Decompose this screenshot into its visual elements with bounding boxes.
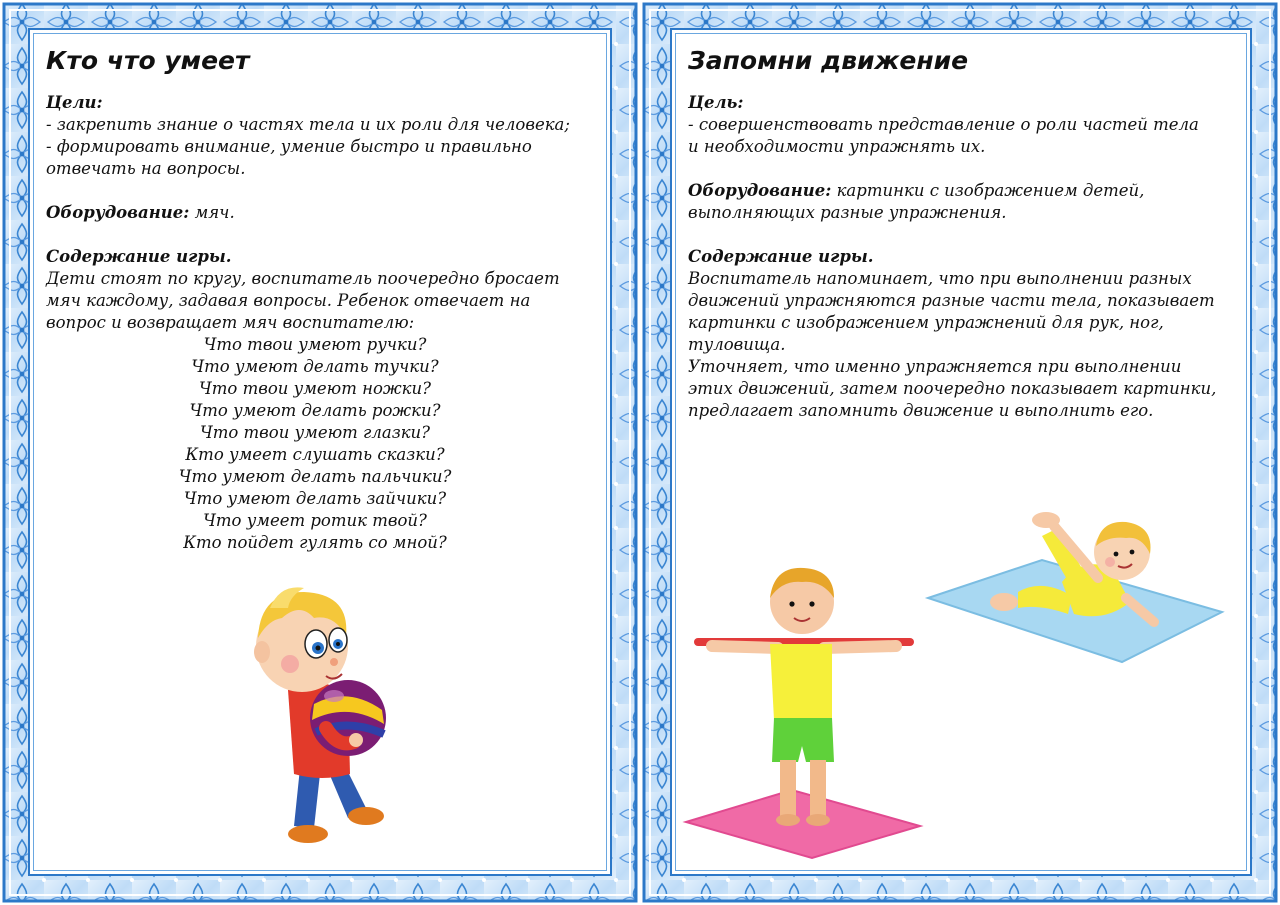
content-label: Содержание игры. <box>688 247 874 266</box>
content-line: вопрос и возвращает мяч воспитателю: <box>46 313 415 332</box>
equipment-section <box>688 180 1234 224</box>
right-text-panel <box>670 28 1252 876</box>
poem-line: Что умеют делать пальчики? <box>178 467 452 486</box>
poem-line: Что твои умеют ножки? <box>199 379 431 398</box>
left-text-panel <box>28 28 612 876</box>
goal-line: и необходимости упражнять их. <box>688 137 986 156</box>
equipment-value: мяч. <box>189 203 235 222</box>
game-content-section <box>46 246 594 554</box>
poem-line: Кто пойдет гулять со мной? <box>183 533 447 552</box>
goals-label: Цели: <box>46 93 103 112</box>
boy-with-stick-illustration <box>682 550 932 860</box>
content-line: Воспитатель напоминает, что при выполнении разных <box>688 269 1192 288</box>
equipment-section <box>46 202 594 224</box>
boy-with-ball-illustration <box>230 578 400 858</box>
poem <box>36 334 594 554</box>
poem-line: Что твои умеют ручки? <box>203 335 427 354</box>
game-content-section <box>688 246 1234 422</box>
goal-line: - формировать внимание, умение быстро и правильно <box>46 137 532 156</box>
goal-line: - закрепить знание о частях тела и их роли для человека; <box>46 115 570 134</box>
content-line: мяч каждому, задавая вопросы. Ребенок отвечает на <box>46 291 531 310</box>
poem-line: Что умеют делать зайчики? <box>183 489 447 508</box>
content-line: предлагает запомнить движение и выполнить его. <box>688 401 1154 420</box>
right-card <box>640 0 1280 905</box>
poem-line: Что умеют делать тучки? <box>191 357 439 376</box>
poem-line: Что твои умеют глазки? <box>199 423 431 442</box>
content-label: Содержание игры. <box>46 247 232 266</box>
goal-line: - совершенствовать представление о роли частей тела <box>688 115 1199 134</box>
content-line: туловища. <box>688 335 786 354</box>
poem-line: Что умеет ротик твой? <box>203 511 427 530</box>
goal-line: отвечать на вопросы. <box>46 159 246 178</box>
poem-line: Кто умеет слушать сказки? <box>185 445 445 464</box>
right-card-title: Запомни движение <box>688 46 969 75</box>
content-line: этих движений, затем поочередно показывает картинки, <box>688 379 1217 398</box>
goals-section <box>46 92 594 180</box>
equipment-label: Оборудование: <box>46 203 190 222</box>
goal-label: Цель: <box>688 93 744 112</box>
left-card-title: Кто что умеет <box>46 46 250 75</box>
equipment-line: выполняющих разные упражнения. <box>688 203 1007 222</box>
content-line: Дети стоят по кругу, воспитатель поочередно бросает <box>46 269 560 288</box>
poem-line: Что умеют делать рожки? <box>189 401 441 420</box>
content-line: картинки с изображением упражнений для рук, ног, <box>688 313 1164 332</box>
goal-section <box>688 92 1234 158</box>
equipment-value: картинки с изображением детей, <box>831 181 1145 200</box>
child-leg-exercise-illustration <box>922 492 1232 672</box>
equipment-label: Оборудование: <box>688 181 832 200</box>
content-line: движений упражняются разные части тела, показывает <box>688 291 1215 310</box>
content-line: Уточняет, что именно упражняется при выполнении <box>688 357 1182 376</box>
